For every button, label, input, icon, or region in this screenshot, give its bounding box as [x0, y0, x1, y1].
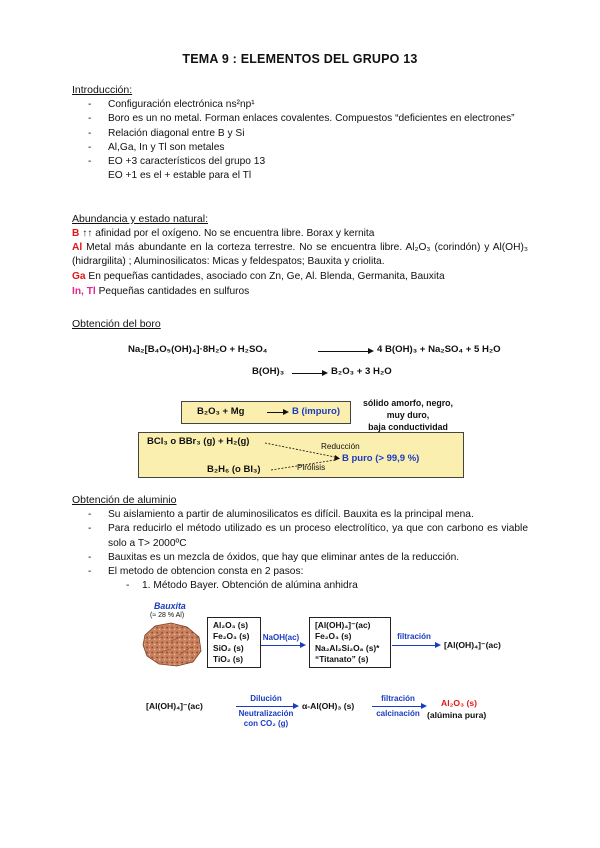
list-item: - Bauxitas es un mezcla de óxidos, que hay que eliminar antes de la reducción. [72, 551, 528, 565]
arrow-head-icon [283, 409, 289, 415]
list-item: - Configuración electrónica ns²np¹ [72, 98, 528, 112]
abundance-row-b [72, 227, 528, 241]
pyrolysis-label: Pirólisis [297, 463, 326, 472]
page-title: TEMA 9 : ELEMENTOS DEL GRUPO 13 [182, 52, 418, 66]
property-line: baja conductividad [368, 422, 448, 432]
compound: [Al(OH)₄]⁻(ac) [315, 620, 371, 630]
list-item: - Relación diagonal entre B y Si [72, 127, 528, 141]
abundance-text: ↑↑ afinidad por el oxígeno. No se encuentra libre. Borax y kernita [79, 228, 375, 239]
arrow-head-icon [322, 370, 328, 376]
abundance-text: Metal más abundante en la corteza terrestre. No se encuentra libre. Al₂O₃ (corindón) y Al(OH)₃ (hidrargilita) ; Aluminosilicatos: Micas y feldespatos; Bauxita y criolita. [72, 242, 528, 268]
element-symbol: Al [72, 242, 83, 253]
list-item: EO +1 es el + estable para el Tl [108, 170, 252, 182]
abundance-text: En pequeñas cantidades, asociado con Zn, Ge, Al. Blenda, Germanita, Bauxita [85, 271, 445, 282]
filtration-label-2: filtración [381, 694, 415, 703]
dash-glyph: - [126, 580, 130, 591]
abundance-row-ga [72, 270, 528, 284]
compound: Al₂O₃ (s) [213, 620, 249, 630]
reaction-arrow [261, 645, 301, 646]
filtration-label: filtración [397, 632, 431, 641]
compound: SiO₂ (s) [213, 642, 244, 653]
reaction-arrow [392, 645, 436, 646]
bauxite-oxides-box [207, 617, 261, 668]
digestion-products-box [309, 617, 391, 668]
compound: “Titanato” (s) [315, 653, 369, 664]
compound: Na₂Al₂Si₂O₈ (s)* [315, 642, 380, 653]
dilution-label: Dilución [250, 694, 282, 703]
boron-equation-2-products: B₂O₃ + 3 H₂O [331, 366, 392, 377]
element-symbol: Ga [72, 271, 86, 282]
list-item: - Para reducirlo el método utilizado es un proceso electrolítico, ya que con carbono es viable solo a T> 2000ºC [72, 522, 528, 551]
abundance-heading: Abundancia y estado natural: [72, 213, 209, 225]
reaction-arrow [236, 706, 294, 707]
naoh-label: NaOH(ac) [262, 633, 300, 642]
boron-equation-2-reactant: B(OH)₃ [252, 366, 285, 377]
box2-reactant-1: BCl₃ o BBr₃ (g) + H₂(g) [147, 436, 250, 447]
arrow-head-icon [435, 642, 441, 648]
intro-list [72, 98, 528, 184]
box1-product: B (impuro) [292, 406, 341, 417]
impure-boron-properties [355, 397, 461, 433]
property-line: sólido amorfo, negro, [363, 398, 453, 408]
intro-heading: Introducción: [72, 84, 133, 96]
reaction-arrow [318, 351, 372, 352]
bauxita-label: Bauxita [154, 601, 186, 611]
reaction-arrow [292, 373, 326, 374]
abundance-row-in-tl [72, 285, 528, 299]
bayer-subitem-text: 1. Método Bayer. Obtención de alúmina anhidra [142, 580, 358, 591]
box2-product: B puro (> 99,9 %) [342, 453, 420, 464]
reduction-label: Reducción [321, 442, 360, 451]
neutralization-label [232, 709, 300, 729]
list-item: - Su aislamiento a partir de aluminosilicatos es difícil. Bauxita es la principal mena. [72, 508, 528, 522]
arrow-head-icon [334, 455, 340, 461]
alpha-hydroxide: α-Al(OH)₃ (s) [302, 701, 355, 711]
calcination-label: calcinación [376, 709, 420, 718]
boron-equation-1-reactants: Na₂[B₄O₅(OH)₄]·8H₂O + H₂SO₄ [128, 344, 268, 355]
alumina-note: (alúmina pura) [427, 710, 487, 720]
boron-pure-box [138, 432, 464, 478]
boron-mg-reduction-box [181, 401, 351, 424]
aluminum-heading: Obtención de aluminio [72, 494, 177, 506]
boron-equation-1-products: 4 B(OH)₃ + Na₂SO₄ + 5 H₂O [377, 344, 501, 355]
compound: Fe₂O₃ (s) [213, 631, 250, 642]
arrow-head-icon [368, 348, 374, 354]
element-symbol: B [72, 228, 80, 239]
reaction-arrow [372, 706, 422, 707]
neutralization-line: Neutralización [238, 709, 294, 718]
aluminate-start: [Al(OH)₄]⁻(ac) [146, 701, 203, 711]
boron-heading: Obtención del boro [72, 318, 161, 330]
aluminum-list [72, 508, 528, 579]
compound: Fe₂O₃ (s) [315, 631, 352, 642]
element-symbol: In, Tl [72, 286, 96, 297]
property-line: muy duro, [386, 410, 430, 420]
bauxita-percent: (≈ 28 % Al) [150, 612, 185, 619]
aluminate-product: [Al(OH)₄]⁻(ac) [444, 640, 501, 650]
abundance-text: Pequeñas cantidades en sulfuros [95, 286, 250, 297]
abundance-row-al [72, 241, 528, 270]
list-item: - El metodo de obtencion consta en 2 pasos: [72, 565, 528, 579]
list-item: - Boro es un no metal. Forman enlaces covalentes. Compuestos “deficientes en electrones” [72, 112, 528, 126]
arrow-head-icon [300, 642, 306, 648]
box2-reactant-2: B₂H₆ (o BI₃) [207, 464, 261, 475]
bauxite-rock-icon [141, 621, 203, 667]
list-item: - EO +3 característicos del grupo 13 [72, 155, 528, 169]
compound: TiO₂ (s) [213, 653, 244, 664]
neutralization-line: con CO₂ (g) [243, 719, 289, 728]
list-item: - Al,Ga, In y Tl son metales [72, 141, 528, 155]
box1-reactants: B₂O₃ + Mg [197, 406, 245, 417]
alumina-product: Al₂O₃ (s) [441, 698, 477, 708]
